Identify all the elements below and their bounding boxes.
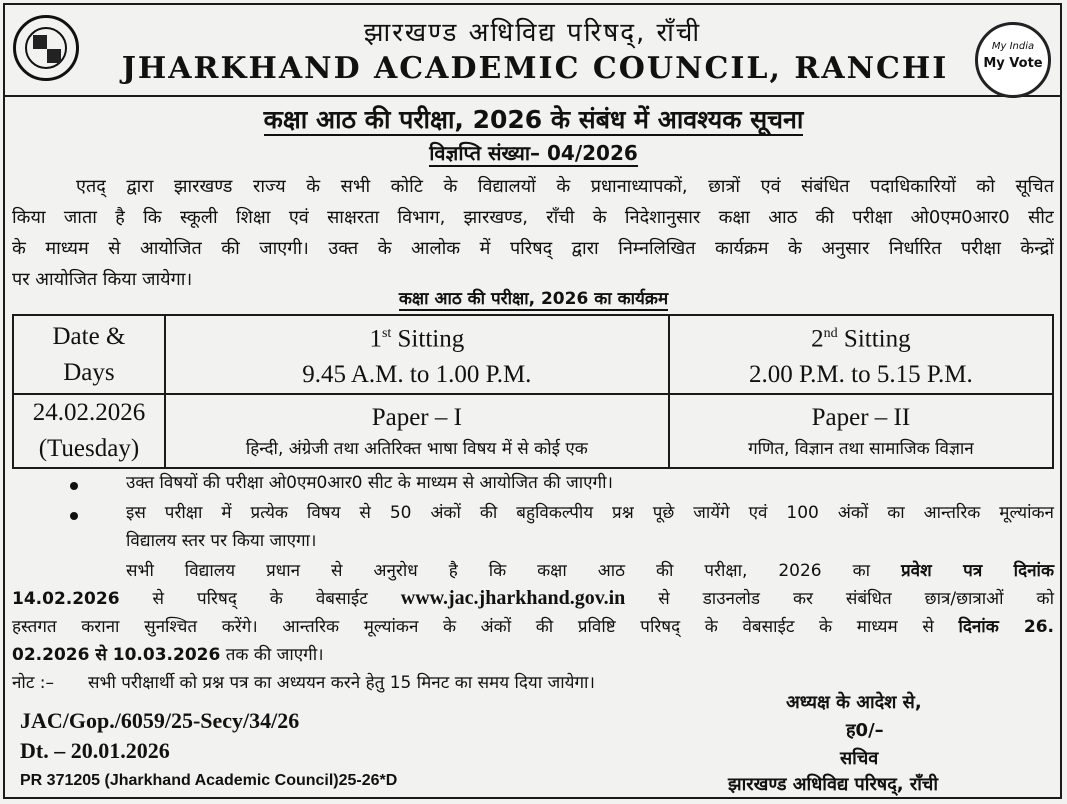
schedule-heading: कक्षा आठ की परीक्षा, 2026 का कार्यक्रम (398, 289, 669, 309)
schedule-table (12, 314, 1054, 469)
my-vote-badge-icon: My India My Vote (975, 22, 1051, 98)
table-header-row (13, 315, 1053, 394)
signature-organisation: झारखण्ड अधिविद्य परिषद्, राँची (728, 774, 938, 795)
signature-title: सचिव (840, 748, 879, 769)
signature-sd: ह0/– (846, 720, 884, 741)
website-link[interactable]: www.jac.jharkhand.gov.in (400, 587, 626, 609)
request-line-3: हस्तगत कराना सुनश्चित करेंगे। आन्तरिक मूल्यांकन के अंकों की प्रविष्टि परिषद् के वेबसाईट के माध्यम से दिनांक 26. (12, 617, 1055, 637)
signature-order: अध्यक्ष के आदेश से, (786, 692, 922, 713)
paper-two-cell: Paper – II गणित, विज्ञान तथा सामाजिक विज्ञान (669, 394, 1053, 468)
body-line: एतद् द्वारा झारखण्ड राज्य के सभी कोटि के विद्यालयों के प्रधानाध्यापकों, छात्रों एवं संबंधित पदाधिकारियों को सूचित (76, 176, 1054, 197)
notice-heading: कक्षा आठ की परीक्षा, 2026 के संबंध में आवश्यक सूचना (263, 105, 804, 134)
table-row (13, 394, 1053, 468)
note-label: नोट :– (12, 673, 55, 693)
request-line-4: 02.2026 से 10.03.2026 तक की जाएगी। (12, 645, 324, 665)
bullet-icon (70, 512, 78, 520)
body-line: किया जाता है कि स्कूली शिक्षा एवं साक्षरता विभाग, झारखण्ड, राँची के निदेशानुसार कक्षा आठ की परीक्षा ओ0एम0आर0 सीट (12, 207, 1054, 228)
note-text: सभी परीक्षार्थी को प्रश्न पत्र का अध्ययन करने हेतु 15 मिनट का समय दिया जायेगा। (88, 673, 595, 693)
request-line-2: 14.02.2026 से परिषद् के वेबसाईट www.jac.jharkhand.gov.in से डाउनलोड कर संबंधित छात्र/छात्राओं को (12, 587, 1054, 609)
bullet-omr: उक्त विषयों की परीक्षा ओ0एम0आर0 सीट के माध्यम से आयोजित की जाएगी। (126, 473, 613, 493)
bullet-marks: इस परीक्षा में प्रत्येक विषय से 50 अंकों की बहुविकल्पीय प्रश्न पूछे जायेंगे एवं 100 अंकों का आन्तरिक मूल्यांकन (126, 503, 1054, 523)
request-line-1: सभी विद्यालय प्रधान से अनुरोध है कि कक्षा आठ की परीक्षा, 2026 का प्रवेश पत्र दिनांक (126, 561, 1055, 581)
paper-one-cell: Paper – I हिन्दी, अंग्रेजी तथा अतिरिक्त भाषा विषय में से कोई एक (165, 394, 669, 468)
body-line: के माध्यम से आयोजित की जाएगी। उक्त के आलोक में परिषद् द्वारा निम्नलिखित कार्यक्रम के अनुसार निर्धारित परीक्षा केन्द्रों (12, 238, 1054, 259)
council-name-english: JHARKHAND ACADEMIC COUNCIL, RANCHI (121, 51, 949, 86)
bullet-marks-cont: विद्यालय स्तर पर किया जाएगा। (126, 531, 317, 551)
second-sitting-header: 2nd Sitting 2.00 P.M. to 5.15 P.M. (669, 315, 1053, 394)
exam-date-cell: 24.02.2026 (Tuesday) (13, 394, 165, 468)
notification-number: विज्ञप्ति संख्या– 04/2026 (429, 141, 638, 165)
notice-body (12, 171, 1054, 295)
reference-number: JAC/Gop./6059/25-Secy/34/26 (20, 708, 300, 733)
first-sitting-header: 1st Sitting 9.45 A.M. to 1.00 P.M. (165, 315, 669, 394)
bullet-icon (70, 482, 78, 490)
body-line: पर आयोजित किया जायेगा। (12, 269, 193, 290)
letterhead (5, 5, 1060, 97)
date-header: Date & Days (13, 315, 165, 394)
issue-date: Dt. – 20.01.2026 (20, 738, 170, 763)
pr-number: PR 371205 (Jharkhand Academic Council)25-26*D (20, 772, 398, 789)
council-name-hindi: झारखण्ड अधिविद्य परिषद्, राँची (363, 18, 702, 48)
